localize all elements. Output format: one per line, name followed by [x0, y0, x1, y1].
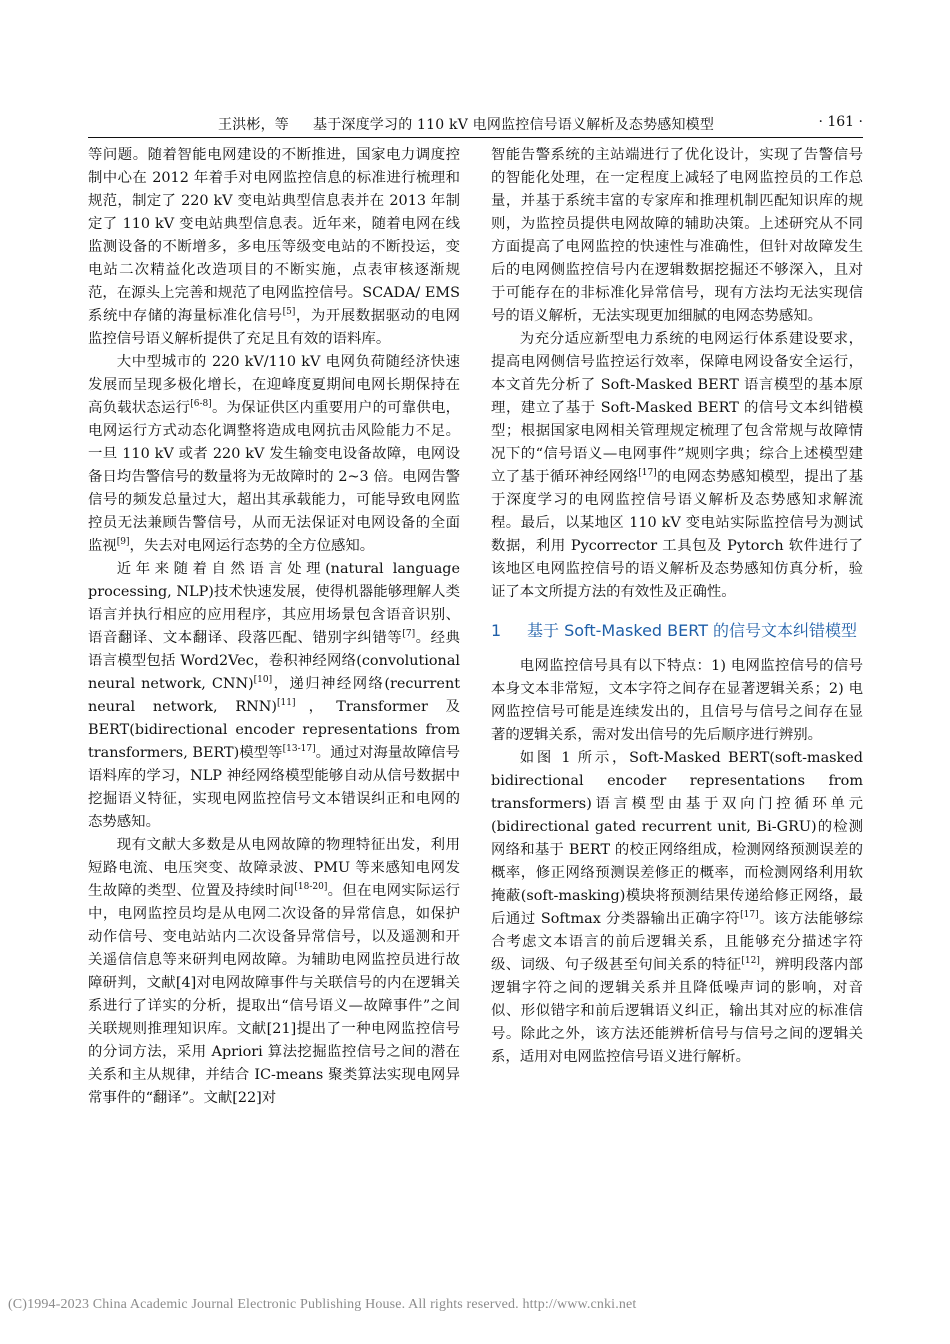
citation: [17]: [638, 468, 657, 479]
citation: [5]: [282, 307, 296, 318]
paragraph: [88, 351, 460, 558]
left-column: [88, 144, 460, 1110]
paragraph: [88, 144, 460, 351]
text-run: ，辨明段落内部逻辑字符之间的逻辑关系并且降低噪声词的影响，对音似、形似错字和前后逻辑语义纠正，输出其对应的标准信号。除此之外，该方法还能辨析信号与信号之间的逻辑关系，适用对电网监控信号语义进行解析。: [491, 957, 863, 1065]
text-run: 等问题。随着智能电网建设的不断推进，国家电力调度控制中心在 2012 年着手对电网监控信息的标准进行梳理和规范，制定了 220 kV 变电站典型信息表并在 2013 年制定了 110 kV 变电站典型信息表。近年来，随着电网在线监测设备的不断增多，多电压等级变电站的不断投运，变电站二次精益化改造项目的不断实施，点表审核逐渐规范，在源头上完善和规范了电网监控信号。SCADA/ EMS 系统中存储的海量标准化信号: [88, 147, 460, 324]
text-run: 现有文献大多数是从电网故障的物理特征出发，利用短路电流、电压突变、故障录波、PMU 等来感知电网发生故障的类型、位置及持续时间: [88, 837, 460, 899]
section-number: 1: [491, 621, 502, 640]
text-run: 大中型城市的 220 kV/110 kV 电网负荷随经济快速发展而呈现多极化增长，在迎峰度夏期间电网长期保持在高负载状态运行: [88, 354, 460, 416]
text-run: ，为开展数据驱动的电网监控信号语义解析提供了充足且有效的语料库。: [88, 308, 460, 347]
text-run: ，失去对电网运行态势的全方位感知。: [129, 538, 375, 554]
text-run: 。但在电网实际运行中，电网监控员均是从电网二次设备的异常信息，如保护动作信号、变电站站内二次设备异常信号，以及遥测和开关遥信信息等来研判电网故障。为辅助电网监控员进行故障研判，文献[4]对电网故障事件与关联信号的内在逻辑关系进行了详实的分析，提取出“信号语义—故障事件”之间关联规则推理知识库。文献[21]提出了一种电网监控信号的分词方法，采用 Apriori 算法挖掘监控信号之间的潜在关系和主从规律，并结合 IC-means 聚类算法实现电网异常事件的“翻译”。文献[22]对: [88, 883, 460, 1106]
text-run: 。经典语言模型包括 Word2Vec，卷积神经网络(convolutional neural network, CNN): [88, 630, 460, 692]
text-run: 。通过对海量故障信号语料库的学习，NLP 神经网络模型能够自动从信号数据中挖掘语义特征，实现电网监控信号文本错误纠正和电网的态势感知。: [88, 745, 460, 830]
running-header: [88, 111, 863, 138]
paragraph: [88, 834, 460, 1110]
running-title: [218, 114, 714, 134]
citation: [12]: [741, 956, 760, 967]
paragraph: [491, 655, 863, 747]
citation: [6-8]: [190, 399, 212, 410]
citation: [9]: [116, 537, 130, 548]
citation: [17]: [740, 910, 759, 921]
text-run: 。该方法能够综合考虑文本语言的前后逻辑关系，且能够充分描述字符级、词级、句子级甚至句间关系的特征: [491, 911, 863, 973]
paragraph: [88, 558, 460, 834]
copyright-footer: (C)1994-2023 China Academic Journal Electronic Publishing House. All rights reserved. http://www.cnki.net: [8, 1297, 637, 1312]
header-authors: 王洪彬，等: [218, 117, 289, 133]
text-run: 智能告警系统的主站端进行了优化设计，实现了告警信号的智能化处理，在一定程度上减轻了电网监控员的工作总量，并基于系统丰富的专家库和推理机制匹配知识库的规则，为监控员提供电网故障的辅助决策。上述研究从不同方面提高了电网监控的快速性与准确性，但针对故障发生后的电网侧监控信号内在逻辑数据挖掘还不够深入，且对于可能存在的非标准化异常信号，现有方法均无法实现信号的语义解析，无法实现更加细腻的电网态势感知。: [491, 147, 863, 324]
paragraph: [491, 144, 863, 328]
text-run: ，递归神经网络(recurrent neural network, RNN): [88, 676, 461, 715]
paragraph: [491, 747, 863, 1069]
paragraph: [491, 328, 863, 604]
right-column: [491, 144, 863, 1069]
text-run: 电网监控信号具有以下特点：1) 电网监控信号的信号本身文本非常短，文本字符之间存在显著逻辑关系；2) 电网监控信号可能是连续发出的，且信号与信号之间存在显著的逻辑关系，需对发出信号的先后顺序进行辨别。: [491, 658, 863, 743]
citation: [13-17]: [282, 744, 316, 755]
text-run: 近年来随着自然语言处理(natural language processing, NLP)技术快速发展，使得机器能够理解人类语言并执行相应的应用程序，其应用场景包含语音识别、语音翻译、文本翻译、段落匹配、错别字纠错等: [88, 561, 460, 646]
citation: [7]: [402, 629, 416, 640]
citation: [18-20]: [294, 882, 328, 893]
text-run: 如图 1 所示，Soft-Masked BERT(soft-masked bidirectional encoder representations from transformers)语言模型由基于双向门控循环单元(bidirectional gated recurrent unit, Bi-GRU)的检测网络和基于 BERT 的校正网络组成，检测网络预测误差的概率，修正网络预测误差修正的概率，而检测网络利用软掩蔽(soft-masking)模块将预测结果传递给修正网络，最后通过 Softmax 分类器输出正确字符: [491, 750, 863, 927]
text-run: ，Transformer 及 BERT(bidirectional encoder representations from transformers, BERT)模型等: [88, 699, 460, 761]
section-heading: [491, 618, 863, 643]
text-run: 为充分适应新型电力系统的电网运行体系建设要求，提高电网侧信号监控运行效率，保障电网设备安全运行，本文首先分析了 Soft-Masked BERT 语言模型的基本原理，建立了基于 Soft-Masked BERT 的信号文本纠错模型；根据国家电网相关管理规定梳理了包含常规与故障情况下的“信号语义—电网事件”规则字典；综合上述模型建立了基于循环神经网络: [491, 331, 863, 485]
header-title: 基于深度学习的 110 kV 电网监控信号语义解析及态势感知模型: [313, 117, 715, 133]
page-number: · 161 ·: [818, 114, 863, 130]
section-title: 基于 Soft-Masked BERT 的信号文本纠错模型: [527, 621, 858, 640]
text-run: 。为保证供区内重要用户的可靠供电，电网运行方式动态化调整将造成电网抗击风险能力不足。一旦 110 kV 或者 220 kV 发生输变电设备故障，电网设备日均告警信号的数量将为无故障时的 2~3 倍。电网告警信号的频发总量过大，超出其承载能力，可能导致电网监控员无法兼顾告警信号，从而无法保证对电网设备的全面监视: [88, 400, 460, 554]
citation: [10]: [253, 675, 273, 686]
citation: [11]: [276, 698, 296, 709]
text-run: 的电网态势感知模型，提出了基于深度学习的电网监控信号语义解析及态势感知求解流程。最后，以某地区 110 kV 变电站实际监控信号为测试数据，利用 Pycorrector 工具包及 Pytorch 软件进行了该地区电网监控信号的语义解析及态势感知仿真分析，验证了本文所提方法的有效性及正确性。: [491, 469, 863, 600]
